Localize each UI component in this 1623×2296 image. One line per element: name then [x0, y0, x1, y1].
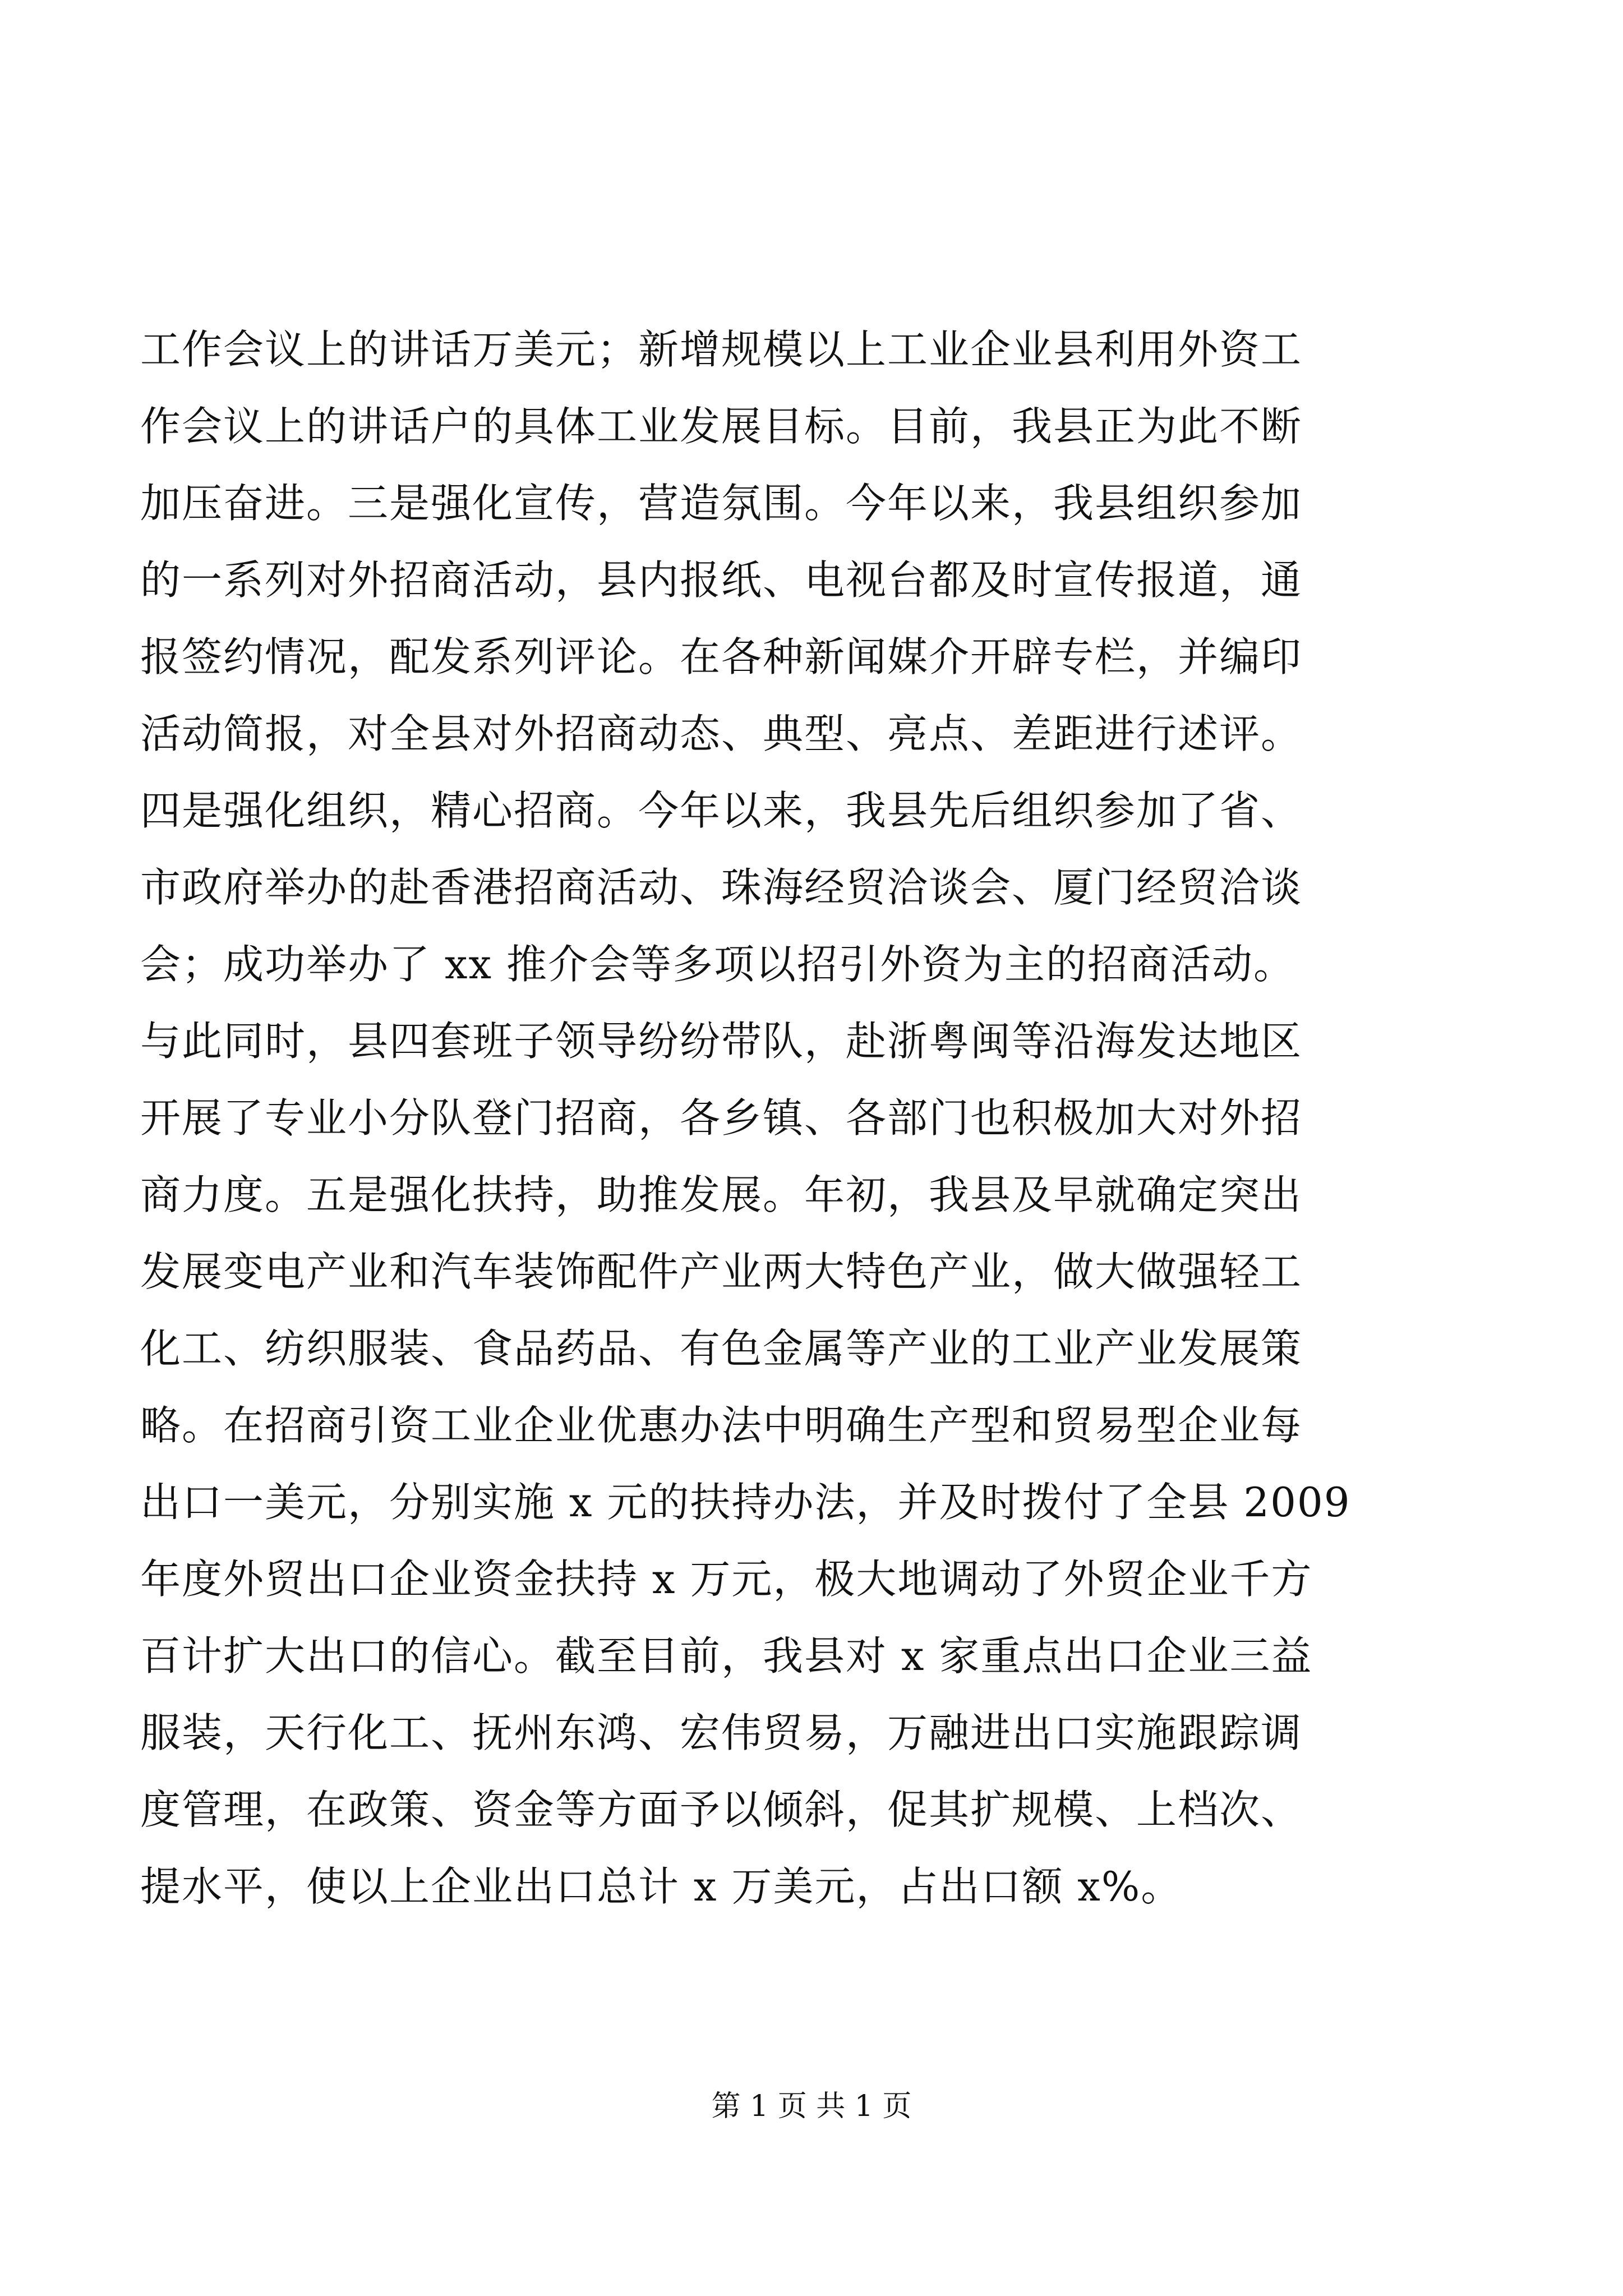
body-line: 加压奋进。三是强化宣传，营造氛围。今年以来，我县组织参加 [140, 480, 1303, 527]
body-line: 会；成功举办了 xx 推介会等多项以招引外资为主的招商活动。 [140, 941, 1295, 988]
body-line: 商力度。五是强化扶持，助推发展。年初，我县及早就确定突出 [140, 1171, 1303, 1218]
document-body [140, 311, 1497, 1925]
body-line: 工作会议上的讲话万美元；新增规模以上工业企业县利用外资工 [140, 326, 1303, 373]
body-line: 四是强化组织，精心招商。今年以来，我县先后组织参加了省、 [140, 787, 1303, 834]
body-line: 报签约情况，配发系列评论。在各种新闻媒介开辟专栏，并编印 [140, 633, 1303, 680]
body-line: 作会议上的讲话户的具体工业发展目标。目前，我县正为此不断 [140, 403, 1303, 450]
body-line: 市政府举办的赴香港招商活动、珠海经贸洽谈会、厦门经贸洽谈 [140, 864, 1303, 911]
body-line: 度管理，在政策、资金等方面予以倾斜，促其扩规模、上档次、 [140, 1786, 1303, 1833]
body-line: 的一系列对外招商活动，县内报纸、电视台都及时宣传报道，通 [140, 556, 1303, 604]
body-line: 活动简报，对全县对外招商动态、典型、亮点、差距进行述评。 [140, 710, 1303, 757]
body-line: 提水平，使以上企业出口总计 x 万美元，占出口额 x%。 [140, 1863, 1183, 1910]
body-line: 开展了专业小分队登门招商，各乡镇、各部门也积极加大对外招 [140, 1094, 1303, 1142]
body-line: 百计扩大出口的信心。截至目前，我县对 x 家重点出口企业三益 [140, 1632, 1313, 1680]
body-line: 与此同时，县四套班子领导纷纷带队，赴浙粤闽等沿海发达地区 [140, 1018, 1303, 1065]
page-number-label: 第 1 页 共 1 页 [711, 2090, 912, 2123]
body-line: 出口一美元，分别实施 x 元的扶持办法，并及时拨付了全县 2009 [140, 1479, 1351, 1526]
body-line: 发展变电产业和汽车装饰配件产业两大特色产业，做大做强轻工 [140, 1248, 1303, 1295]
body-line: 年度外贸出口企业资金扶持 x 万元，极大地调动了外贸企业千方 [140, 1556, 1313, 1603]
body-line: 略。在招商引资工业企业优惠办法中明确生产型和贸易型企业每 [140, 1402, 1303, 1449]
body-line: 化工、纺织服装、食品药品、有色金属等产业的工业产业发展策 [140, 1325, 1303, 1372]
page-footer [0, 2087, 1623, 2126]
body-line: 服装，天行化工、抚州东鸿、宏伟贸易，万融进出口实施跟踪调 [140, 1709, 1303, 1756]
